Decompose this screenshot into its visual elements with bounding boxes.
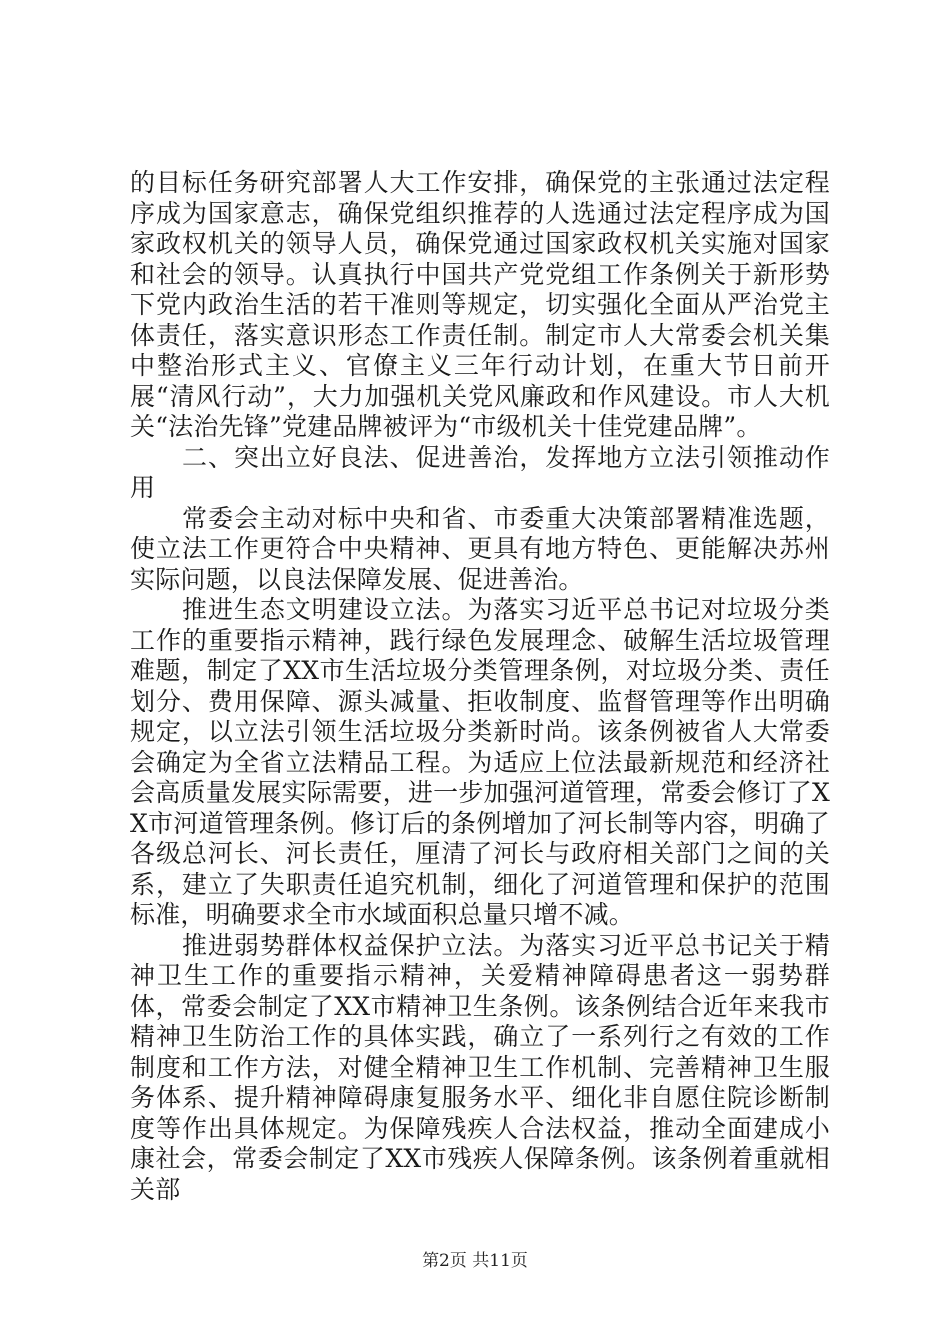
page-number-footer: 第2页 共11页 [422, 1251, 528, 1271]
page-body [130, 168, 830, 1205]
paragraph-1: 的目标任务研究部署人大工作安排，确保党的主张通过法定程序成为国家意志，确保党组织推荐的人选通过法定程序成为国家政权机关的领导人员，确保党通过国家政权机关实施对国家和社会的领导。认真执行中国共产党党组工作条例关于新形势下党内政治生活的若干准则等规定，切实强化全面从严治党主体责任，落实意识形态工作责任制。制定市人大常委会机关集中整治形式主义、官僚主义三年行动计划，在重大节日前开展“清风行动”，大力加强机关党风廉政和作风建设。市人大机关“法治先锋”党建品牌被评为“市级机关十佳党建品牌”。 [130, 168, 830, 441]
section-heading: 二、突出立好良法、促进善治，发挥地方立法引领推动作用 [130, 442, 830, 502]
paragraph-2: 常委会主动对标中央和省、市委重大决策部署精准选题，使立法工作更符合中央精神、更具有地方特色、更能解决苏州实际问题，以良法保障发展、促进善治。 [130, 503, 830, 594]
paragraph-4: 推进弱势群体权益保护立法。为落实习近平总书记关于精神卫生工作的重要指示精神，关爱精神障碍患者这一弱势群体，常委会制定了XX市精神卫生条例。该条例结合近年来我市精神卫生防治工作的具体实践，确立了一系列行之有效的工作制度和工作方法，对健全精神卫生工作机制、完善精神卫生服务体系、提升精神障碍康复服务水平、细化非自愿住院诊断制度等作出具体规定。为保障残疾人合法权益，推动全面建成小康社会，常委会制定了XX市残疾人保障条例。该条例着重就相关部 [130, 930, 830, 1204]
paragraph-3: 推进生态文明建设立法。为落实习近平总书记对垃圾分类工作的重要指示精神，践行绿色发展理念、破解生活垃圾管理难题，制定了XX市生活垃圾分类管理条例，对垃圾分类、责任划分、费用保障、源头减量、拒收制度、监督管理等作出明确规定，以立法引领生活垃圾分类新时尚。该条例被省人大常委会确定为全省立法精品工程。为适应上位法最新规范和经济社会高质量发展实际需要，进一步加强河道管理，常委会修订了XX市河道管理条例。修订后的条例增加了河长制等内容，明确了各级总河长、河长责任，厘清了河长与政府相关部门之间的关系，建立了失职责任追究机制，细化了河道管理和保护的范围标准，明确要求全市水域面积总量只增不减。 [130, 595, 830, 929]
